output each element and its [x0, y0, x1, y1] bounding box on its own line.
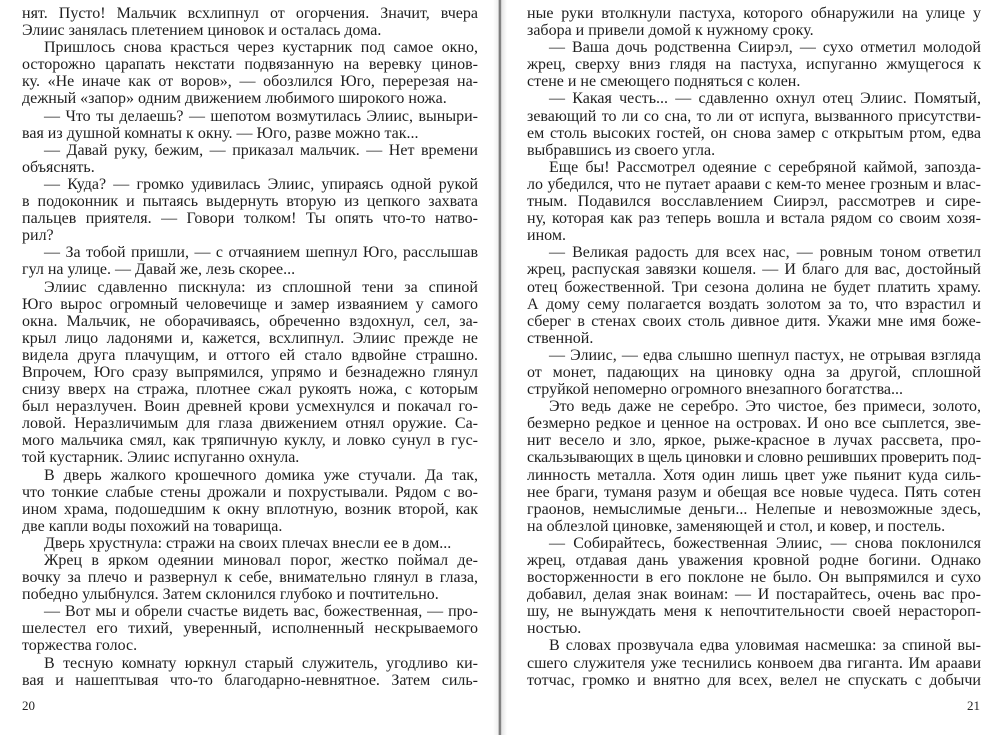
paragraph	[22, 279, 478, 467]
text-line: Жрец в ярком одеянии миновал порог, жестко поймал де-	[44, 552, 478, 569]
text-line: окна. Мальчик, не оборачиваясь, обреченно вздохнул, сел, за-	[22, 312, 478, 330]
paragraph	[22, 655, 478, 689]
text-line: сберег в стенах своих столь дивное дитя. Укажи мне имя боже-	[527, 312, 981, 330]
text-line: — Собирайтесь, божественная Элиис, — снова поклонился	[549, 534, 981, 552]
text-line: — За тобой пришли, — с отчаянием шепнул Юго, расслышав	[44, 244, 478, 262]
text-line: победно улыбнулся. Затем склонился глубоко и почтительно.	[22, 586, 439, 604]
text-line: две капли воды похожий на товарища.	[22, 517, 283, 535]
text-line: — Ваша дочь родственна Сиирэл, — сухо отметил молодой	[549, 39, 981, 57]
text-line: вая из душной комнаты к окну. — Юго, разве можно так...	[22, 124, 419, 142]
paragraph	[527, 347, 981, 398]
page-left	[0, 0, 497, 735]
text-line: снизу вверх на стража, плотнее сжал рукоять ножа, с которым	[22, 381, 478, 399]
text-line: той кустарник. Элиис испуганно охнула.	[22, 449, 300, 467]
text-line: объяснять.	[22, 158, 95, 176]
text-line: крыл лицо ладонями и, кажется, всхлипнул. Элиис прежде не	[22, 329, 478, 347]
text-line: добавил, делая знак воинам: — И постарайтесь, очень вас про-	[527, 586, 981, 604]
text-line: А дому сему полагается воздать золотом за то, что взрастил и	[527, 295, 981, 313]
text-line: ином.	[527, 227, 566, 245]
text-line: видела друга плачущим, и оттого ей стало вдвойне страшно.	[22, 346, 478, 364]
text-line: ностью.	[527, 620, 582, 638]
paragraph	[22, 176, 478, 244]
paragraph	[22, 467, 478, 535]
paragraph	[527, 39, 981, 90]
text-line: жрец, сверху вниз глядя на пастуха, испуганно жмущегося к	[527, 56, 981, 74]
text-line: линность металла. Хотя один лишь цвет уже пьянит куда силь-	[527, 466, 981, 484]
text-line: рил?	[22, 227, 54, 245]
text-line: безмерно редкое и ценное на островах. И оно все сыплется, зве-	[527, 415, 981, 433]
text-line: ну, которая как раз теперь вошла и встала рядом со своим хозя-	[527, 210, 981, 228]
text-line: — Давай руку, бежим, — приказал мальчик. — Нет времени	[44, 141, 478, 159]
text-line: ем столь высоких гостей, он снова замер с открытым ртом, едва	[527, 124, 981, 142]
page-right	[503, 0, 1000, 735]
page-number: 21	[967, 698, 980, 713]
text-line: нее браги, туманя разум и обещая все новые чудеса. Пять сотен	[527, 483, 981, 501]
text-line: ку. «Не иначе как от воров», — обозлился Юго, перерезая на-	[22, 73, 478, 91]
paragraph	[22, 535, 478, 552]
text-line: струйкой непомерно огромного внезапного богатства...	[527, 381, 904, 399]
text-line: отец божественной. Три сезона долина не будет платить храму.	[527, 278, 981, 296]
text-line: вая и нашептывая что-то благодарно-невнятное. Затем силь-	[22, 671, 478, 689]
text-line: торжества голос.	[22, 637, 138, 655]
text-line: В дверь жалкого крошечного домика уже стучали. Да так,	[44, 466, 478, 484]
text-line: что тонкие слабые стены дрожали и похрустывали. Рядом с во-	[22, 483, 478, 501]
paragraph	[22, 39, 478, 107]
text-column	[527, 5, 981, 689]
text-line: жрец, отдавая дань уважения кровной родне богини. Однако	[527, 552, 981, 569]
text-line: выбравшись из своего угла.	[527, 141, 716, 159]
paragraph	[22, 142, 478, 176]
text-line: — Какая честь... — сдавленно охнул отец Элиис. Помятый,	[549, 90, 981, 108]
paragraph	[527, 244, 981, 347]
text-line: нит весело и зло, яркое, рыже-красное в лучах рассвета, про-	[527, 432, 981, 450]
text-line: от монет, падающих на циновку одна за другой, сплошной	[527, 363, 981, 381]
text-line: мого мальчика смял, как тряпичную куклу, и ловко сунул в гус-	[22, 432, 478, 450]
text-line: ловой. Неразличимым для глаза движением отнял оружие. Са-	[22, 415, 478, 433]
text-line: — Великая радость для всех нас, — ровным тоном ответил	[549, 244, 981, 262]
text-line: тотчас, громко и внятно для всех, велел не спускать с добычи	[527, 671, 981, 689]
text-line: стене и не смеющего подняться с колен.	[527, 73, 801, 91]
text-line: тным. Подавился восславлением Сиирэл, рассмотрев и сире-	[527, 193, 981, 211]
text-line: зевающий то ли со сна, то ли от испуга, вызванного присутстви-	[527, 107, 981, 125]
text-line: Пришлось снова красться через кустарник под самое окно,	[44, 39, 478, 57]
text-line: на облезлой циновке, заменяющей и стол, и ковер, и постель.	[527, 517, 946, 535]
text-line: вочку за плечо и развернул к себе, внимательно глянул в глаза,	[22, 569, 478, 587]
text-line: Впрочем, Юго сразу выпрямился, упрямо и безнадежно глянул	[22, 363, 478, 381]
paragraph	[527, 159, 981, 244]
text-column	[22, 5, 478, 689]
text-line: граонов, немыслимые деньги... Нелепые и невозможные здесь,	[527, 500, 981, 518]
paragraph	[527, 90, 981, 158]
text-line: был неразлучен. Воин древней крови усмехнулся и покачал го-	[22, 398, 478, 416]
paragraph	[22, 552, 478, 603]
text-line: осторожно царапать некстати подвязанную на веревку цинов-	[22, 56, 478, 74]
text-line: ло убедился, что не путает араави с кем-то менее грозным и влас-	[527, 175, 981, 193]
text-line: Еще бы! Рассмотрел одеяние с серебряной каймой, запозда-	[549, 158, 981, 176]
text-line: гул на улице. — Давай же, лезь скорее...	[22, 261, 296, 279]
text-line: Элиис занялась плетением циновок и осталась дома.	[22, 22, 382, 40]
paragraph	[22, 108, 478, 142]
text-line: нят. Пусто! Мальчик всхлипнул от огорчения. Значит, вчера	[22, 5, 478, 22]
text-line: — Вот мы и обрели счастье видеть вас, божественная, — про-	[44, 603, 478, 621]
paragraph	[22, 603, 478, 654]
paragraph	[527, 398, 981, 535]
text-line: В словах прозвучала едва уловимая насмешка: за спиной вы-	[549, 637, 981, 655]
text-line: шелестел его тихий, уверенный, исполненный нескрываемого	[22, 620, 478, 638]
paragraph	[527, 535, 981, 638]
paragraph	[22, 5, 478, 39]
text-line: жрец, распуская завязки кошеля. — И благо для вас, достойный	[527, 261, 981, 279]
text-line: пальцев приятеля. — Говори толком! Ты опять что-то натво-	[22, 210, 478, 228]
text-line: ственной.	[527, 329, 594, 347]
text-line: Это ведь даже не серебро. Это чистое, без примеси, золото,	[549, 398, 981, 416]
text-line: — Элиис, — едва слышно шепнул пастух, не отрывая взгляда	[549, 346, 981, 364]
text-line: сшего служителя уже теснились конвоем два гиганта. Им араави	[527, 654, 981, 672]
text-line: Юго вырос огромный человечище и замер изваянием у самого	[22, 295, 478, 313]
text-line: Элиис сдавленно пискнула: из сплошной тени за спиной	[44, 278, 478, 296]
text-line: восторженности в его поклоне не было. Он выпрямился и сухо	[527, 569, 981, 587]
text-line: ином храма, подошедшим к окну вплотную, возник второй, как	[22, 500, 478, 518]
text-line: в подоконник и пытаясь выдернуть вторую из цепкого захвата	[22, 193, 478, 211]
paragraph	[527, 5, 981, 39]
paragraph	[527, 637, 981, 688]
text-line: Дверь хрустнула: стражи на своих плечах внесли ее в дом...	[44, 534, 452, 552]
text-line: В тесную комнату юркнул старый служитель, угодливо ки-	[44, 654, 478, 672]
text-line: дежный «запор» одним движением любимого широкого ножа.	[22, 90, 447, 108]
page-number: 20	[22, 698, 35, 713]
text-line: — Что ты делаешь? — шепотом возмутилась Элиис, выныри-	[44, 107, 478, 125]
text-line: забора и привели домой к нужному сроку.	[527, 22, 814, 40]
text-line: шу, не вынуждать меня к непочтительности своей нерастороп-	[527, 603, 981, 621]
text-line: — Куда? — громко удивилась Элиис, упираясь одной рукой	[44, 175, 478, 193]
text-line: ные руки втолкнули пастуха, которого обнаружили на улице у	[527, 5, 981, 22]
text-line: скальзывающих в щель циновки и словно решивших проверить под-	[527, 449, 981, 467]
paragraph	[22, 244, 478, 278]
